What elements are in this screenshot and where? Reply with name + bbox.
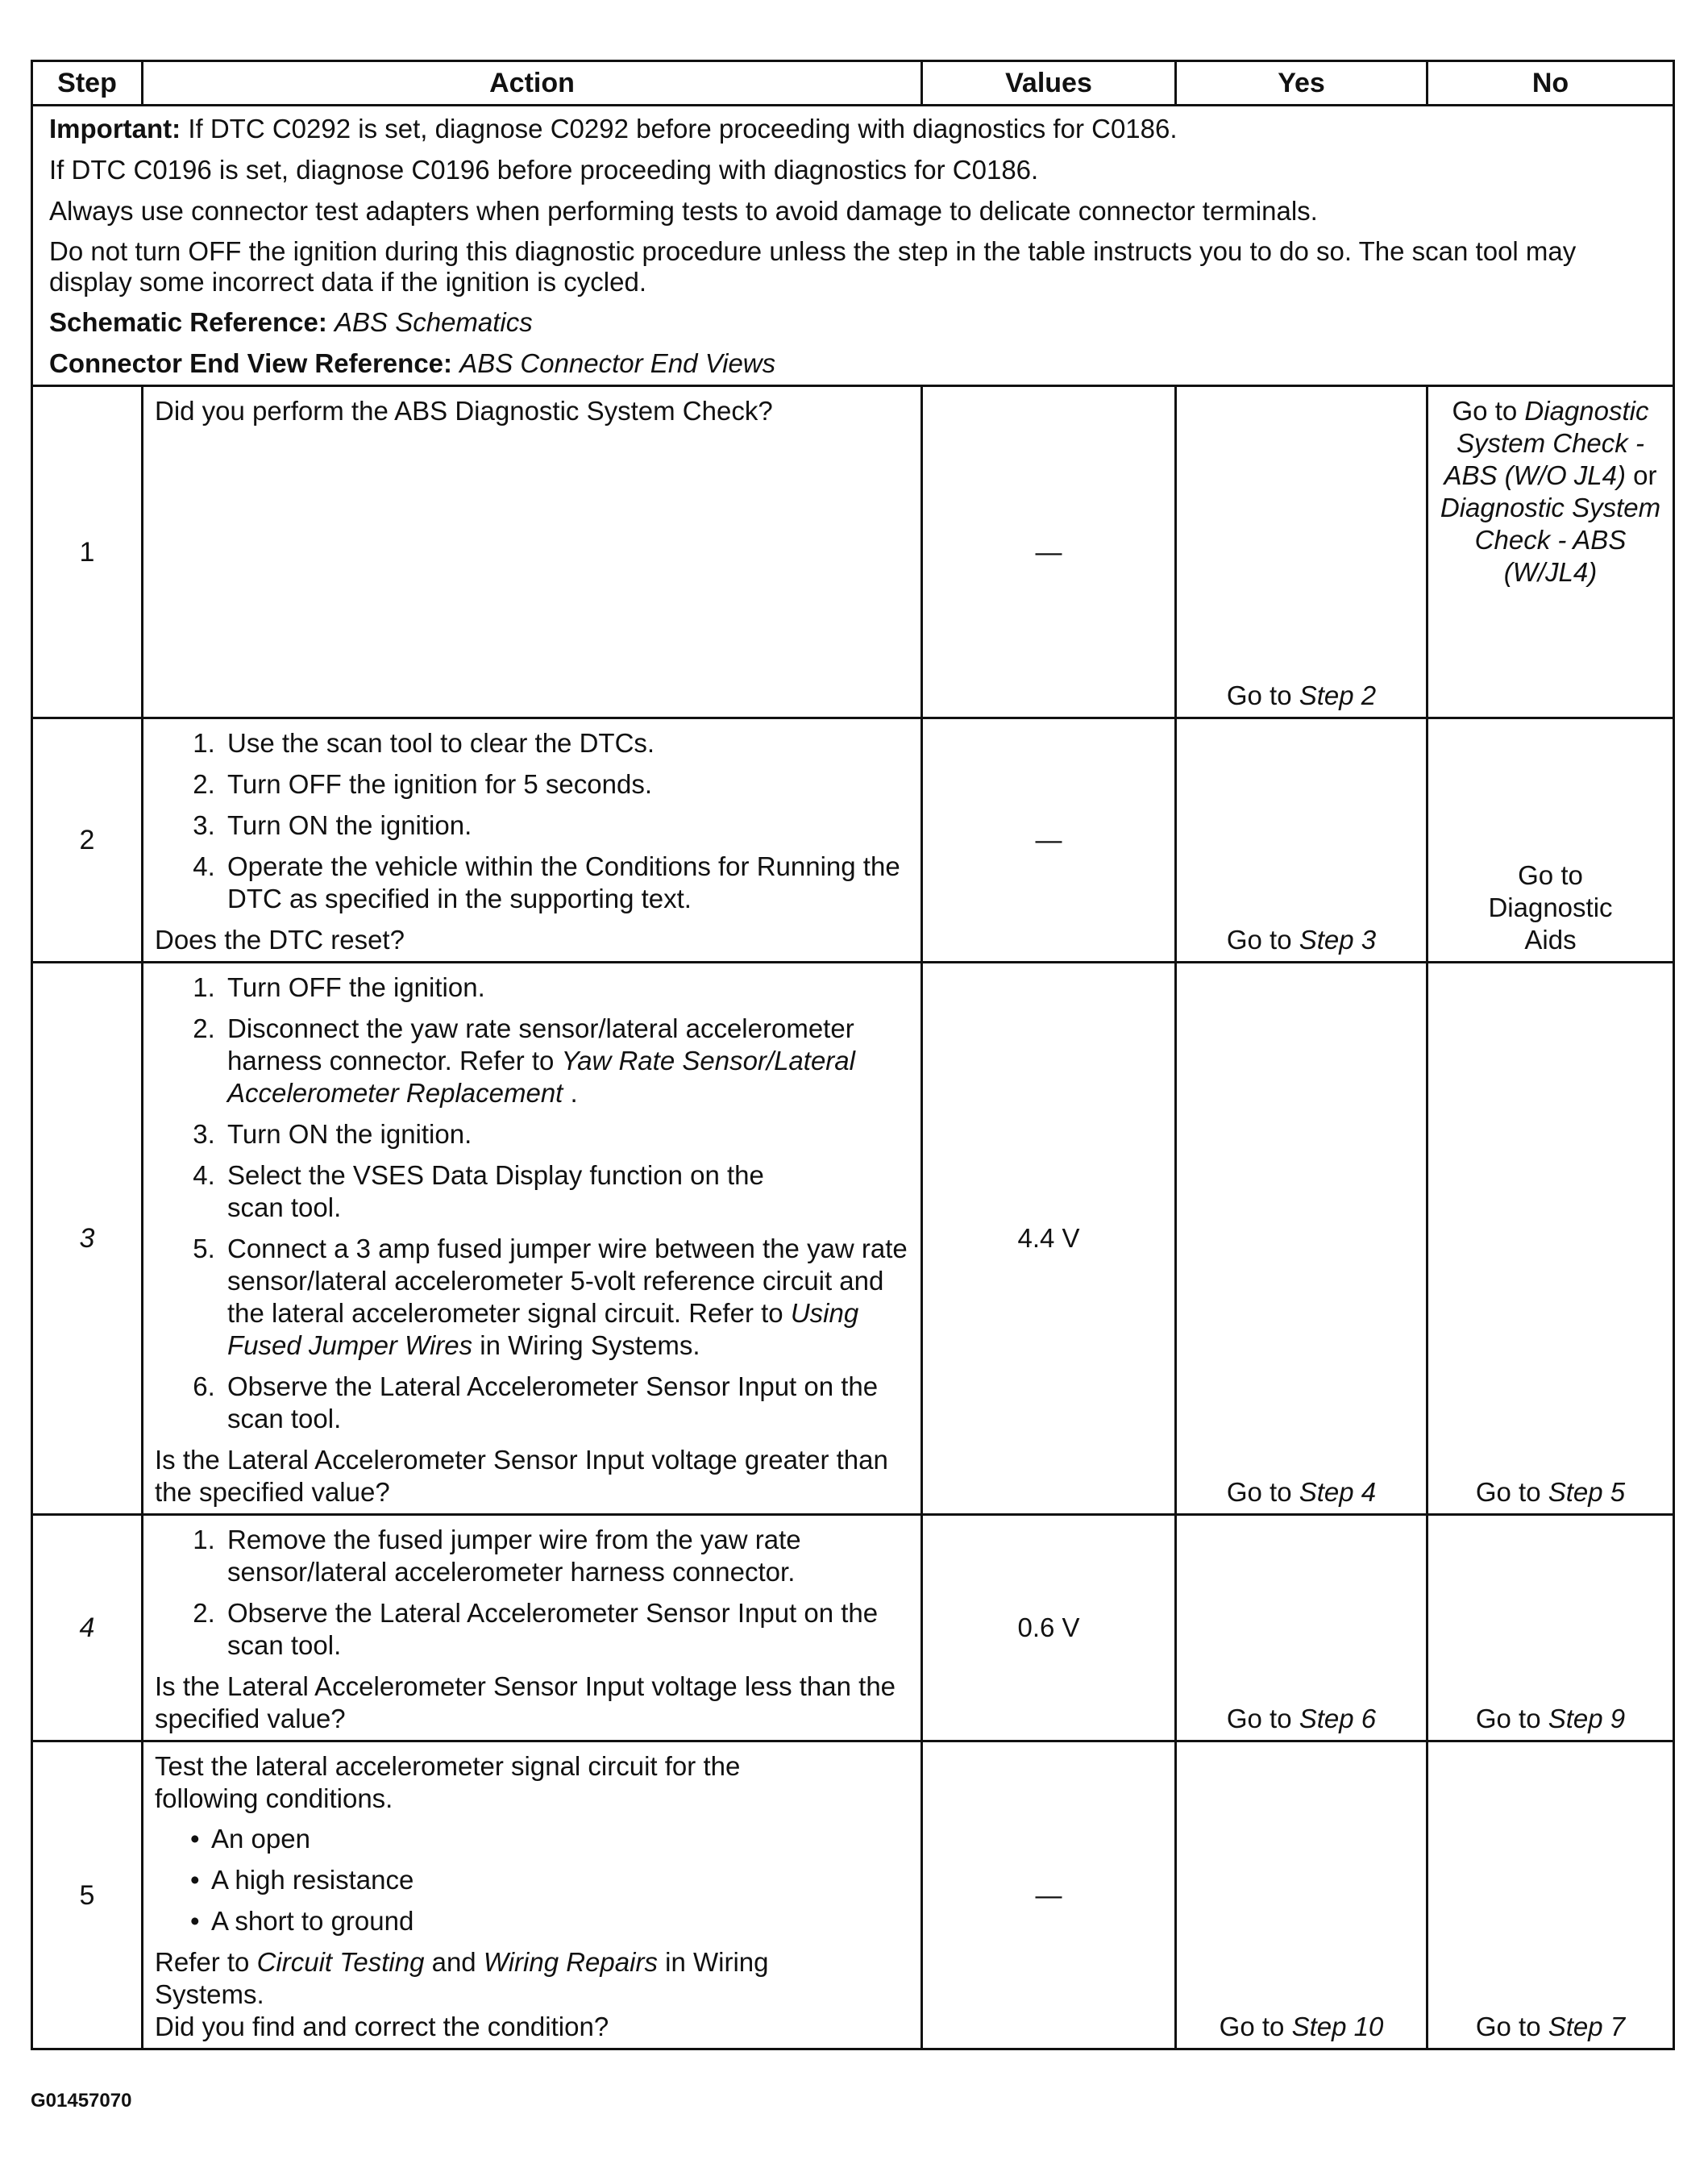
- no-prefix: Go to: [1475, 1704, 1548, 1733]
- value-cell: —: [922, 1741, 1176, 2049]
- list-item: 1. Use the scan tool to clear the DTCs.: [222, 727, 909, 759]
- item-end: .: [563, 1078, 578, 1108]
- step-number: 3: [32, 963, 143, 1515]
- step-number: 5: [32, 1741, 143, 2049]
- yes-cell: [1176, 963, 1427, 1515]
- table-row: [32, 1515, 1674, 1741]
- item-text: Disconnect the yaw rate sensor/lateral accelerometer harness connector. Refer to: [227, 1013, 854, 1076]
- table-row: [32, 1741, 1674, 2049]
- step-question: Is the Lateral Accelerometer Sensor Input voltage greater than the specified value?: [155, 1445, 888, 1507]
- header-action: Action: [143, 61, 922, 106]
- no-prefix: Go to: [1475, 1477, 1548, 1507]
- yes-prefix: Go to: [1226, 925, 1299, 955]
- table-row: [32, 718, 1674, 963]
- yes-step-link[interactable]: Step 6: [1299, 1704, 1377, 1733]
- step-number: 4: [32, 1515, 143, 1741]
- circuit-testing-link[interactable]: Circuit Testing: [256, 1947, 425, 1977]
- header-no: No: [1427, 61, 1674, 106]
- action-cell: [143, 1515, 922, 1741]
- list-item: 2. Turn OFF the ignition for 5 seconds.: [222, 768, 909, 801]
- connector-reference: [49, 347, 1656, 380]
- schematic-reference: [49, 306, 1656, 339]
- no-cell: [1427, 386, 1674, 718]
- no-link-system-check-w-jl4[interactable]: Diagnostic System Check - ABS (W/JL4): [1440, 493, 1661, 587]
- list-item: 2. Observe the Lateral Accelerometer Sensor Input on the scan tool.: [222, 1597, 909, 1662]
- header-row: [32, 61, 1674, 106]
- refer-mid: and: [424, 1947, 484, 1977]
- notes-row: [32, 106, 1674, 386]
- important-note: [49, 113, 1656, 145]
- step-question: Is the Lateral Accelerometer Sensor Input voltage less than the specified value?: [155, 1671, 896, 1733]
- document-code: G01457070: [31, 2090, 132, 2112]
- value-cell: —: [922, 718, 1176, 963]
- yes-cell: [1176, 718, 1427, 963]
- step-number: 1: [32, 386, 143, 718]
- list-item: 1. Turn OFF the ignition.: [222, 972, 909, 1004]
- action-list: [155, 727, 909, 915]
- step-intro: Test the lateral accelerometer signal circuit for the following conditions.: [155, 1751, 741, 1813]
- list-item: 3. Turn ON the ignition.: [222, 1118, 909, 1150]
- value-cell: —: [922, 386, 1176, 718]
- action-cell: [143, 1741, 922, 2049]
- value-cell: 0.6 V: [922, 1515, 1176, 1741]
- note-line-3: Always use connector test adapters when performing tests to avoid damage to delicate connector terminals.: [49, 196, 1318, 226]
- list-item: 6. Observe the Lateral Accelerometer Sensor Input on the scan tool.: [222, 1371, 909, 1435]
- wiring-repairs-link[interactable]: Wiring Repairs: [483, 1947, 658, 1977]
- connector-value: ABS Connector End Views: [459, 348, 776, 378]
- step-number: 2: [32, 718, 143, 963]
- no-cell: [1427, 1515, 1674, 1741]
- yes-prefix: Go to: [1226, 1704, 1299, 1733]
- yes-prefix: Go to: [1226, 680, 1299, 710]
- action-list: [155, 1524, 909, 1662]
- header-yes: Yes: [1176, 61, 1427, 106]
- item-end: in Wiring Systems.: [472, 1330, 700, 1360]
- yes-prefix: Go to: [1219, 2012, 1292, 2041]
- header-values: Values: [922, 61, 1176, 106]
- note-line-4: Do not turn OFF the ignition during this diagnostic procedure unless the step in the table instructs you to do so. The scan tool may display some incorrect data if the ignition is cycled.: [49, 236, 1577, 297]
- action-list: [155, 972, 909, 1435]
- condition-list: [155, 1823, 909, 1937]
- no-step-link[interactable]: Step 7: [1548, 2012, 1626, 2041]
- schematic-label: Schematic Reference:: [49, 307, 327, 337]
- action-cell: [143, 963, 922, 1515]
- notes-cell: [32, 106, 1674, 386]
- replacement-procedure-link[interactable]: Yaw Rate Sensor/Lateral Accelerometer Replacement: [227, 1046, 855, 1108]
- yes-prefix: Go to: [1226, 1477, 1299, 1507]
- note-line-2: If DTC C0196 is set, diagnose C0196 before proceeding with diagnostics for C0186.: [49, 155, 1039, 185]
- list-item: • A high resistance: [211, 1864, 909, 1896]
- diagnostic-table-container: [31, 60, 1673, 2050]
- list-item: 4. Operate the vehicle within the Conditions for Running the DTC as specified in the supporting text.: [222, 851, 909, 915]
- step-question: Did you perform the ABS Diagnostic System Check?: [155, 396, 773, 426]
- list-item: • A short to ground: [211, 1905, 909, 1937]
- refer-end: in Wiring Systems.: [155, 1947, 769, 2009]
- list-item: 4. Select the VSES Data Display function on the scan tool.: [222, 1159, 909, 1224]
- step-question: Did you find and correct the condition?: [155, 2012, 609, 2041]
- list-item: • An open: [211, 1823, 909, 1855]
- yes-cell: [1176, 386, 1427, 718]
- refer-prefix: Refer to: [155, 1947, 257, 1977]
- yes-step-link[interactable]: Step 10: [1291, 2012, 1384, 2041]
- connector-label: Connector End View Reference:: [49, 348, 453, 378]
- list-item: 1. Remove the fused jumper wire from the yaw rate sensor/lateral accelerometer harness connector.: [222, 1524, 909, 1588]
- no-prefix: Go to: [1452, 396, 1525, 426]
- list-item: 3. Turn ON the ignition.: [222, 809, 909, 842]
- yes-step-link[interactable]: Step 2: [1299, 680, 1377, 710]
- refer-line: [155, 1946, 909, 2011]
- fused-jumper-wires-link[interactable]: Using Fused Jumper Wires: [227, 1298, 859, 1360]
- item-text: Connect a 3 amp fused jumper wire between the yaw rate sensor/lateral accelerometer 5-volt reference circuit and the lateral accelerometer signal circuit. Refer to: [227, 1234, 908, 1328]
- no-prefix: Go to: [1475, 2012, 1548, 2041]
- yes-cell: [1176, 1741, 1427, 2049]
- yes-step-link[interactable]: Step 4: [1299, 1477, 1377, 1507]
- no-link-system-check-wo-jl4[interactable]: Diagnostic System Check - ABS (W/O JL4): [1444, 396, 1649, 490]
- table-row: [32, 963, 1674, 1515]
- value-cell: 4.4 V: [922, 963, 1176, 1515]
- no-diagnostic-aids-link[interactable]: Go to Diagnostic Aids: [1488, 860, 1613, 955]
- list-item: [222, 1233, 909, 1362]
- no-cell: [1427, 963, 1674, 1515]
- header-step: Step: [32, 61, 143, 106]
- important-text: If DTC C0292 is set, diagnose C0292 before proceeding with diagnostics for C0186.: [181, 114, 1178, 144]
- action-cell: [143, 386, 922, 718]
- table-row: [32, 386, 1674, 718]
- action-cell: [143, 718, 922, 963]
- yes-cell: [1176, 1515, 1427, 1741]
- no-cell: [1427, 718, 1674, 963]
- no-step-link[interactable]: Step 5: [1548, 1477, 1626, 1507]
- no-cell: [1427, 1741, 1674, 2049]
- important-label: Important:: [49, 114, 181, 144]
- no-step-link[interactable]: Step 9: [1548, 1704, 1626, 1733]
- yes-step-link[interactable]: Step 3: [1299, 925, 1377, 955]
- diagnostic-table: [31, 60, 1675, 2050]
- list-item: [222, 1013, 909, 1109]
- schematic-value: ABS Schematics: [335, 307, 533, 337]
- no-mid: or: [1626, 460, 1657, 490]
- step-question: Does the DTC reset?: [155, 925, 405, 955]
